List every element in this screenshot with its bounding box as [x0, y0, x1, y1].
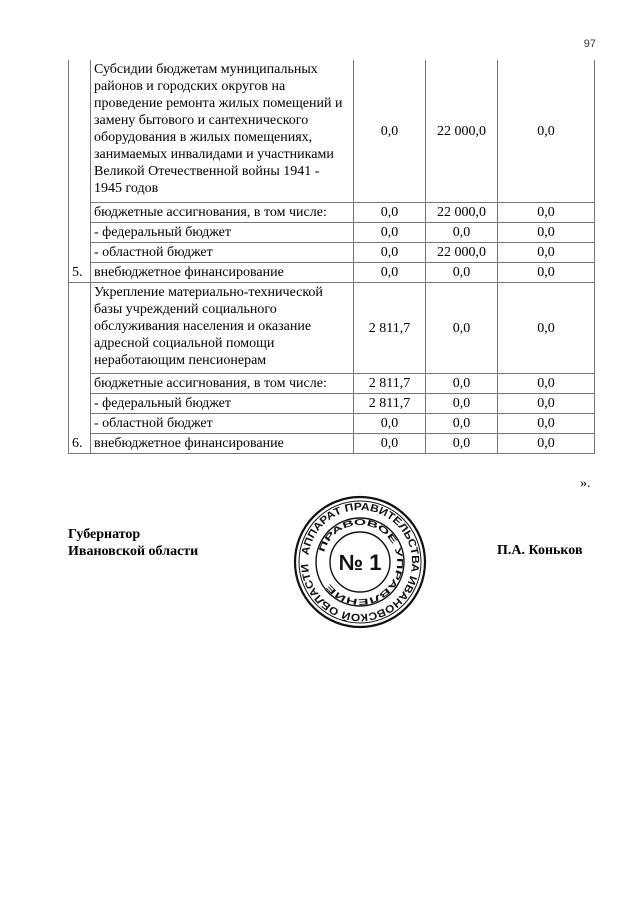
- table-row: [69, 374, 595, 394]
- table-row: [69, 203, 595, 223]
- table-cell: 0,0: [498, 374, 595, 394]
- table-cell: 22 000,0: [426, 203, 498, 223]
- row-title: Укрепление материально-технической базы учреждений социального обслуживания населения и оказание адресной социальной помощи неработающим пенсионерам: [91, 283, 354, 374]
- table-cell: 0,0: [354, 223, 426, 243]
- table-cell: 0,0: [426, 394, 498, 414]
- table-cell: 0,0: [498, 203, 595, 223]
- stamp-inner-text-path: ПРАВОВОЕ УПРАВЛЕНИЕ: [316, 516, 406, 608]
- table-row: [69, 434, 595, 454]
- table-cell: 0,0: [498, 223, 595, 243]
- subrow-label: - областной бюджет: [91, 414, 354, 434]
- closing-quote: ».: [580, 476, 591, 491]
- table-cell: 0,0: [354, 60, 426, 203]
- table-cell: 0,0: [426, 223, 498, 243]
- table-cell: 0,0: [354, 434, 426, 454]
- signatory-name: П.А. Коньков: [497, 543, 583, 558]
- table-row: [69, 223, 595, 243]
- subrow-label: внебюджетное финансирование: [91, 263, 354, 283]
- table-cell: 0,0: [498, 414, 595, 434]
- table-row: [69, 414, 595, 434]
- stamp-number: № 1: [338, 550, 382, 575]
- table-row: [69, 263, 595, 283]
- position-line: Ивановской области: [68, 544, 199, 559]
- table-cell: 0,0: [354, 203, 426, 223]
- table-cell: 0,0: [498, 434, 595, 454]
- stamp-ring-text-path: АППАРАТ ПРАВИТЕЛЬСТВА ИВАНОВСКОЙ ОБЛАСТИ: [299, 500, 422, 624]
- table-cell: 2 811,7: [354, 374, 426, 394]
- table-cell: 0,0: [426, 434, 498, 454]
- table-cell: 0,0: [354, 243, 426, 263]
- table-row: [69, 60, 595, 203]
- signatory-position: [68, 526, 198, 560]
- table-cell: 0,0: [498, 243, 595, 263]
- budget-table: [68, 60, 595, 454]
- subrow-label: бюджетные ассигнования, в том числе:: [91, 203, 354, 223]
- table-cell: 2 811,7: [354, 394, 426, 414]
- subrow-label: - областной бюджет: [91, 243, 354, 263]
- table-row: [69, 283, 595, 374]
- subrow-label: бюджетные ассигнования, в том числе:: [91, 374, 354, 394]
- row-title: Субсидии бюджетам муниципальных районов и городских округов на проведение ремонта жилых помещений и замену бытового и сантехнического оборудования в жилых помещениях, занимаемых инвалидами и участниками Великой Отечественной войны 1941 - 1945 годов: [91, 60, 354, 203]
- table-row: [69, 394, 595, 414]
- table-cell: 0,0: [426, 263, 498, 283]
- table-cell: 0,0: [498, 263, 595, 283]
- table-cell: 2 811,7: [354, 283, 426, 374]
- table-cell: 0,0: [498, 60, 595, 203]
- subrow-label: - федеральный бюджет: [91, 394, 354, 414]
- row-index: 6.: [69, 283, 91, 454]
- table-cell: 22 000,0: [426, 243, 498, 263]
- table-cell: 0,0: [426, 414, 498, 434]
- table-cell: 0,0: [426, 283, 498, 374]
- official-stamp: [292, 494, 428, 630]
- table-cell: 0,0: [498, 394, 595, 414]
- row-index: 5.: [69, 60, 91, 283]
- table-cell: 0,0: [426, 374, 498, 394]
- position-line: Губернатор: [68, 527, 141, 542]
- subrow-label: внебюджетное финансирование: [91, 434, 354, 454]
- table-cell: 0,0: [498, 283, 595, 374]
- table-cell: 0,0: [354, 414, 426, 434]
- table-cell: 0,0: [354, 263, 426, 283]
- page-number: 97: [583, 38, 596, 50]
- table-row: [69, 243, 595, 263]
- table-cell: 22 000,0: [426, 60, 498, 203]
- subrow-label: - федеральный бюджет: [91, 223, 354, 243]
